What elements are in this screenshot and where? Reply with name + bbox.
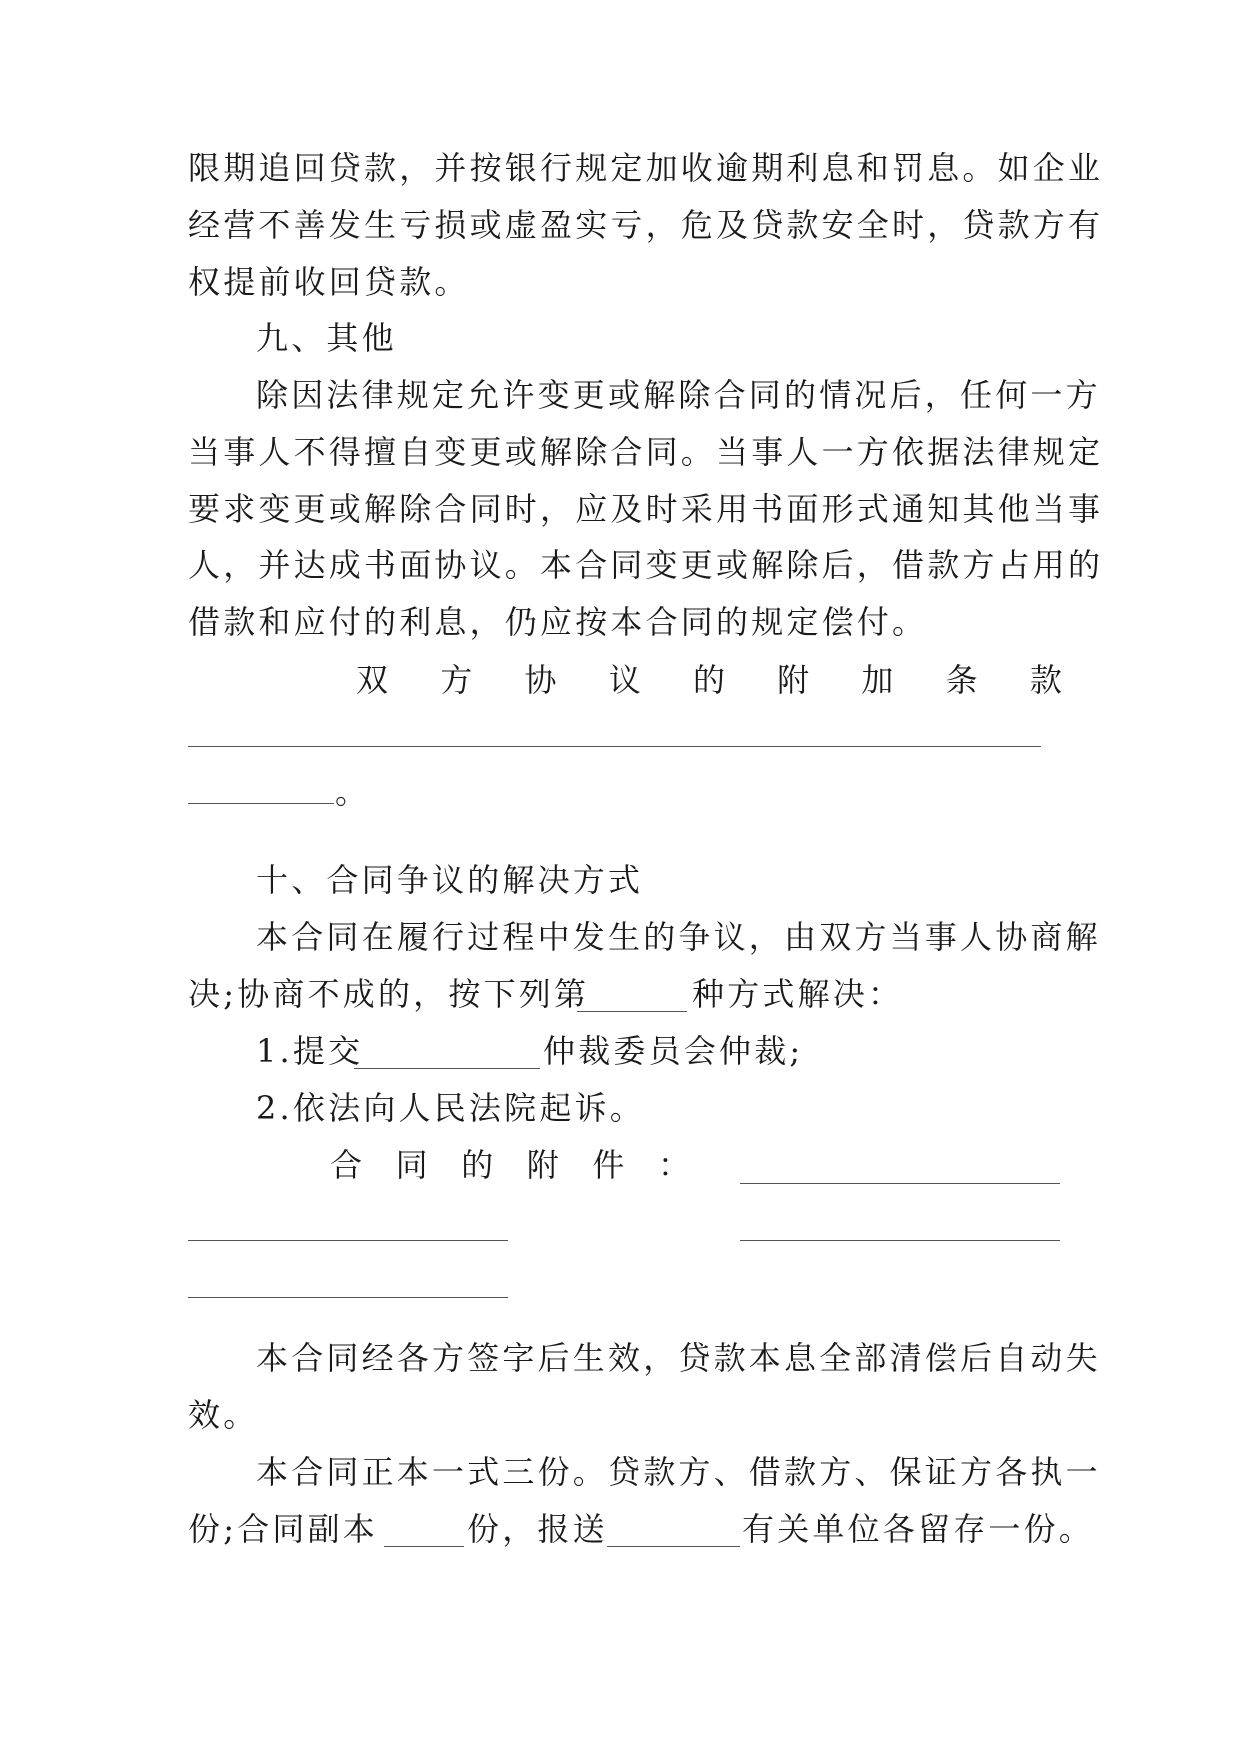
paragraph-line: 除因法律规定允许变更或解除合同的情况后，任何一方 [256,376,1101,414]
label-char: 款 [1029,661,1062,699]
label-char: 件 [592,1146,625,1184]
label-char: 方 [440,661,473,699]
attachments-label [330,1145,690,1185]
label-char: 加 [861,661,894,699]
fill-in-blank-line [188,746,1041,747]
paragraph-line: 人，并达成书面协议。本合同变更或解除后，借款方占用的 [188,546,1104,584]
paragraph-line: 有关单位各留存一份。 [742,1510,1095,1548]
fill-in-blank-line [607,1546,740,1547]
option-line: 1.提交 [256,1032,364,1070]
paragraph-line: 种方式解决： [692,975,904,1013]
section-heading-other: 九、其他 [256,319,397,357]
label-char: ： [657,1146,690,1184]
additional-terms-label [188,660,1062,700]
paragraph-line: 限期追回贷款，并按银行规定加收逾期利息和罚息。如企业 [188,149,1104,187]
fill-in-blank-line [188,1240,508,1241]
fill-in-blank-line [577,1011,687,1012]
paragraph-line: 本合同正本一式三份。贷款方、借款方、保证方各执一 [256,1453,1101,1491]
paragraph-line: 效。 [188,1396,259,1434]
paragraph-line: 本合同在履行过程中发生的争议，由双方当事人协商解 [256,918,1101,956]
label-char: 协 [524,661,557,699]
paragraph-line: 份，报送 [467,1510,608,1548]
option-line: 仲裁委员会仲裁; [543,1032,804,1070]
option-line: 2.依法向人民法院起诉。 [256,1089,645,1127]
paragraph-line: 权提前收回贷款。 [188,263,470,301]
paragraph-line: 本合同经各方签字后生效，贷款本息全部清偿后自动失 [256,1339,1101,1377]
fill-in-blank-line [188,1297,508,1298]
paragraph-line: 份;合同副本 [188,1510,378,1548]
label-char: 的 [692,661,725,699]
paragraph-line: 借款和应付的利息，仍应按本合同的规定偿付。 [188,603,928,641]
fill-in-blank-line [354,1068,540,1069]
fill-in-blank-line [740,1240,1060,1241]
paragraph-line: 经营不善发生亏损或虚盈实亏，危及贷款安全时，贷款方有 [188,206,1104,244]
label-char: 条 [945,661,978,699]
paragraph-line: 决;协商不成的，按下列第 [188,975,590,1013]
paragraph-line: 要求变更或解除合同时，应及时采用书面形式通知其他当事 [188,490,1104,528]
label-char: 合 [330,1146,363,1184]
paragraph-line: 当事人不得擅自变更或解除合同。当事人一方依据法律规定 [188,433,1104,471]
label-char: 附 [526,1146,559,1184]
fill-in-blank-line [740,1183,1060,1184]
label-char: 同 [395,1146,428,1184]
period-mark: 。 [335,773,371,811]
section-heading-dispute: 十、合同争议的解决方式 [256,861,644,899]
label-char: 的 [461,1146,494,1184]
label-char: 议 [608,661,641,699]
fill-in-blank-line [384,1546,464,1547]
label-char: 附 [777,661,810,699]
fill-in-blank-line [188,803,334,804]
label-char: 双 [356,661,389,699]
